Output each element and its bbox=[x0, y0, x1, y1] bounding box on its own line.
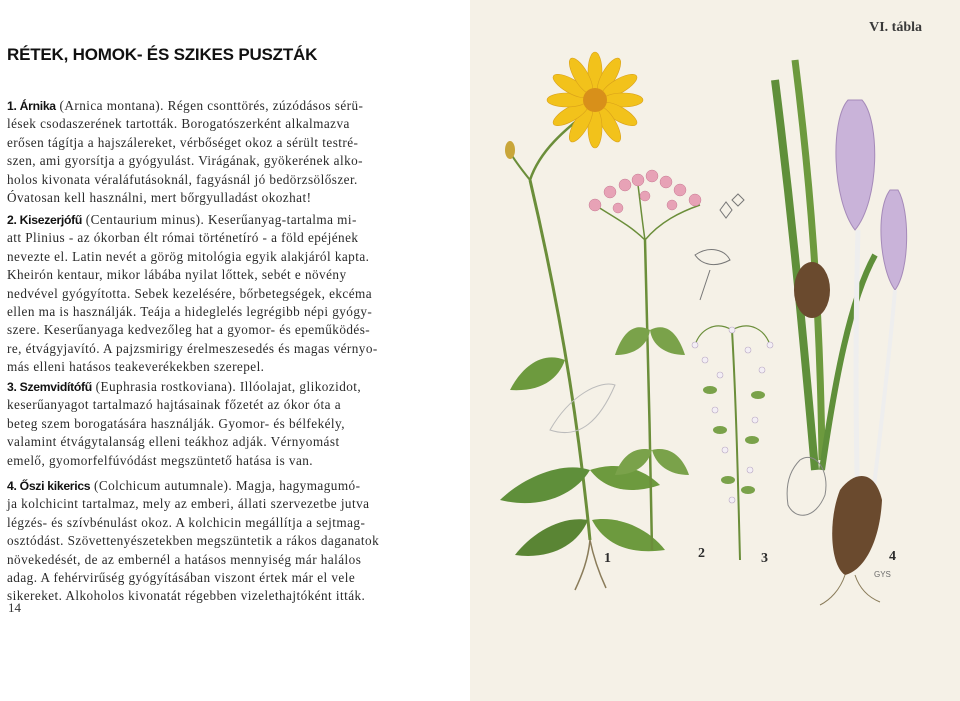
entry-centaury bbox=[7, 211, 399, 377]
plant-number-1: 1 bbox=[604, 551, 611, 566]
entry-arnica bbox=[7, 97, 399, 207]
text-line: valamint étvágytalanság elleni teákhoz adják. Vérnyomást bbox=[7, 434, 340, 450]
centaury-flowers bbox=[589, 170, 701, 213]
plant-number-4: 4 bbox=[889, 549, 896, 564]
artist-signature: GYS bbox=[874, 570, 891, 579]
text-line: szen, ami gyorsítja a gyógyulást. Virágának, gyökerének alko- bbox=[7, 153, 364, 169]
plate-illustration bbox=[470, 0, 960, 701]
text-line: Kheirón kentaur, mikor lábába nyilat lőttek, sebét e növény bbox=[7, 267, 347, 283]
text-line: holos kivonata véraláfutásoknál, fagyásnál jó bedörzsölőszer. bbox=[7, 171, 358, 187]
text-line: re, étvágyjavító. A pajzsmirigy érelmeszesedés és magas vérnyo- bbox=[7, 340, 378, 356]
text-line: 4. Őszi kikerics (Colchicum autumnale). Magja, hagymagumó- bbox=[7, 478, 361, 493]
plant-number-3: 3 bbox=[761, 551, 768, 566]
text-line: lések csodaszerének tartották. Borogatószerként alkalmazva bbox=[7, 116, 350, 132]
text-page bbox=[0, 0, 470, 701]
eyebright-plant bbox=[692, 326, 773, 560]
plant-number-2: 2 bbox=[698, 546, 705, 561]
text-line: erősen tágítja a hajszálereket, vérbőséget okoz a sérült testré- bbox=[7, 134, 359, 150]
centaury-plant bbox=[589, 170, 744, 550]
text-line: 1. Árnika (Arnica montana). Régen csonttörés, zúzódásos sérü- bbox=[7, 98, 364, 113]
entry-heading: 4. Őszi kikerics bbox=[7, 479, 91, 493]
text-line: emelő, gyomorfelfúvódást megszüntető hatása is van. bbox=[7, 452, 314, 468]
text-line: adag. A fehérvirűség gyógyításában viszont értek már el vele bbox=[7, 570, 356, 586]
text-line: ellen ma is használják. Teája a hideglelés legrégibb népi gyógy- bbox=[7, 304, 373, 320]
text-line: nevezte el. Latin nevét a görög mitológia egyik alakjáról kapta. bbox=[7, 248, 370, 264]
text-line: att Plinius - az ókorban élt római történetíró - a föld epéjének bbox=[7, 230, 359, 246]
entry-colchicum bbox=[7, 477, 399, 606]
centaury-detail-sketch bbox=[695, 194, 744, 300]
text-line: ja kolchicint tartalmaz, mely az emberi, állati szervezetbe jutva bbox=[7, 496, 370, 512]
colchicum-plant bbox=[775, 60, 907, 605]
text-line: keserűanyagot tartalmazó hajtásainak főzetét az ókor óta a bbox=[7, 397, 342, 413]
text-line: 2. Kisezerjófű (Centaurium minus). Keserűanyag-tartalma mi- bbox=[7, 212, 357, 227]
text-line: 3. Szemvidítófű (Euphrasia rostkoviana). Illóolajat, glikozidot, bbox=[7, 379, 362, 394]
text-line: beteg szem borogatására használják. Gyomor- és bélfekély, bbox=[7, 415, 345, 431]
entry-heading: 2. Kisezerjófű bbox=[7, 213, 83, 227]
page-title: RÉTEK, HOMOK- ÉS SZIKES PUSZTÁK bbox=[7, 45, 318, 64]
text-line: növekedését, de az embernél a hatásos mennyiség már halálos bbox=[7, 551, 362, 567]
text-line: sikereket. Alkoholos kivonatát régebben vizelethajtóként itták. bbox=[7, 588, 366, 604]
plate-label: VI. tábla bbox=[869, 20, 922, 35]
text-line: más elleni hatásos teakeverékekben szerepel. bbox=[7, 359, 265, 375]
page-number: 14 bbox=[8, 600, 21, 615]
entry-eyebright bbox=[7, 378, 399, 470]
arnica-plant bbox=[500, 52, 665, 590]
text-line: szere. Keserűanyaga kedvezőleg hat a gyomor- és epeműködés- bbox=[7, 322, 371, 338]
text-line: légzés- és szívbénulást okoz. A kolchicin megállítja a sejtmag- bbox=[7, 514, 366, 530]
text-line: nedvével gyógyította. Sebek kezelésére, bőrbetegségek, ekcéma bbox=[7, 285, 373, 301]
entry-heading: 3. Szemvidítófű bbox=[7, 380, 92, 394]
colchicum-flower bbox=[836, 100, 907, 520]
text-line: osztódást. Szövettenyészetekben megszüntetik a rákos daganatok bbox=[7, 533, 380, 549]
botanical-plate bbox=[470, 0, 960, 701]
text-line: Óvatosan kell használni, mert bőrgyulladást okozhat! bbox=[7, 190, 312, 206]
entry-heading: 1. Árnika bbox=[7, 99, 56, 113]
